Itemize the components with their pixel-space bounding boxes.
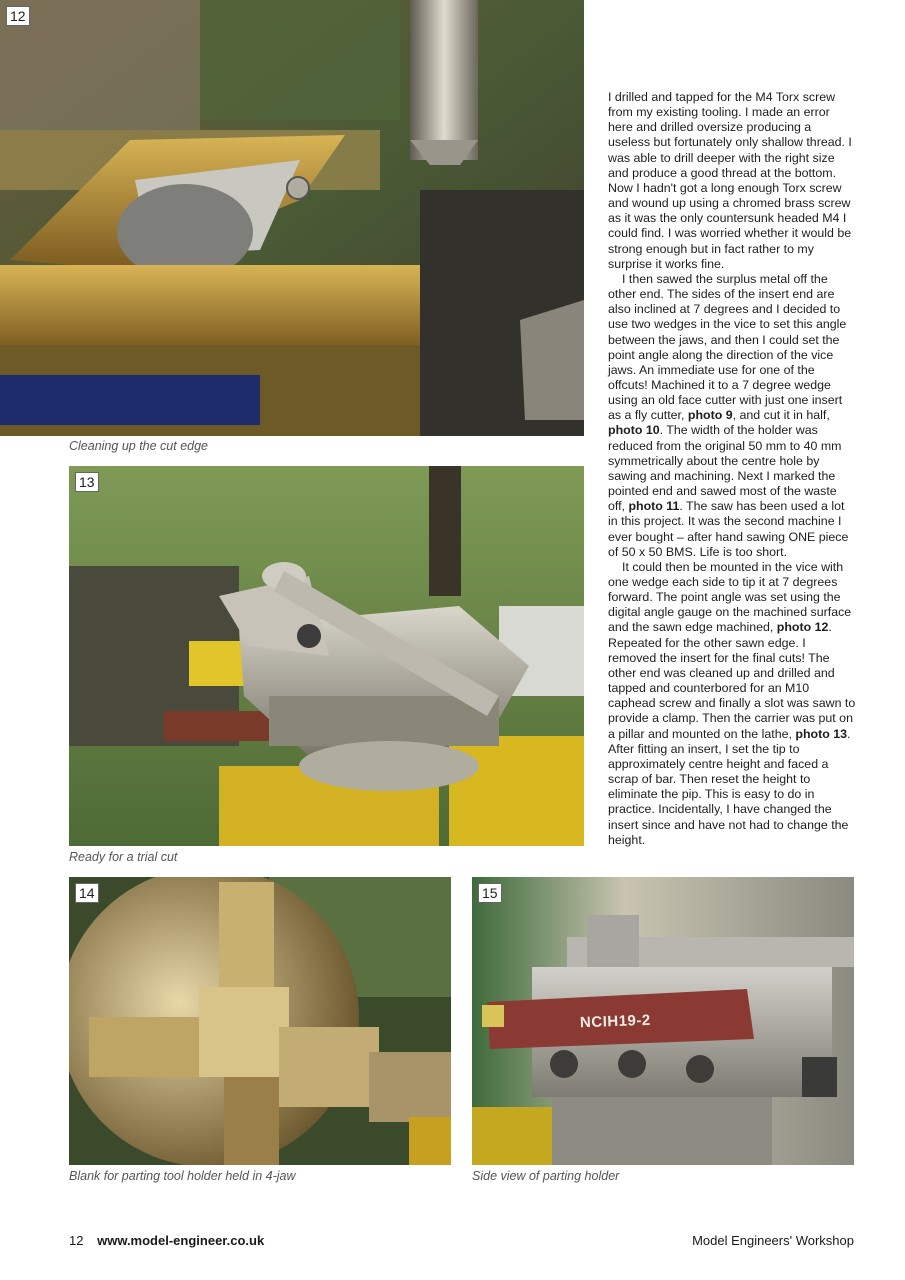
article-text: . The saw has been used a lot in this project. It was the second machine I ever bought – after hand sawing ONE piece of 50 x 50 BMS. Life is too short. <box>608 499 849 559</box>
article-text: , and cut it in half, <box>732 408 830 423</box>
photo-reference: photo 10 <box>608 423 660 438</box>
page-number: 12 <box>69 1233 84 1248</box>
photo-reference: photo 12 <box>776 620 829 635</box>
photo-reference: photo 13 <box>795 726 848 741</box>
photo-15-caption: Side view of parting holder <box>472 1169 620 1183</box>
article-text: I drilled and tapped for the M4 Torx screw from my existing tooling. I made an error here and drilled oversize producing a useless but fortunately only shallow thread. I was able to drill deeper with the right size and produce a good thread at the bottom. Now I hadn't got a long enough Torx screw and wound up using a chromed brass screw as it was the only countersunk headed M4 I could find. I was worried whether it would be strong enough but in fact rather to my surprise it works fine. <box>608 90 852 271</box>
photo-15-image <box>472 877 854 1165</box>
photo-15 <box>472 877 854 1165</box>
photo-14-caption: Blank for parting tool holder held in 4-jaw <box>69 1169 296 1183</box>
magazine-name: Model Engineers' Workshop <box>692 1233 854 1248</box>
photo-13-image <box>69 466 584 846</box>
footer-left <box>69 1233 264 1248</box>
photo-14-image <box>69 877 451 1165</box>
photo-reference: photo 11 <box>628 499 680 514</box>
photo-reference: photo 9 <box>687 408 733 423</box>
article-paragraph <box>608 272 856 560</box>
article-text: . After fitting an insert, I set the tip to approximately centre height and faced a scrap of bar. Then reset the height to eliminate the pip. This is easy to do in practice. Incidentally, I have changed the insert since and have not had to change the height. <box>608 726 851 847</box>
photo-15-number: 15 <box>478 883 502 903</box>
article-paragraph <box>608 560 856 848</box>
photo-14 <box>69 877 451 1165</box>
website-url[interactable]: www.model-engineer.co.uk <box>97 1233 265 1248</box>
article-text: . Repeated for the other sawn edge. I removed the insert for the final cuts! The other end was cleaned up and drilled and tapped and counterbored for an M10 caphead screw and finally a slot was sawn to provide a clamp. Then the carrier was put on a pillar and mounted on the lathe, <box>608 620 856 741</box>
photo-12-caption: Cleaning up the cut edge <box>69 439 208 453</box>
article-paragraph <box>608 90 856 272</box>
photo-12-image <box>0 0 584 436</box>
photo-13-number: 13 <box>75 472 99 492</box>
photo-13-caption: Ready for a trial cut <box>69 850 178 864</box>
article-text: I then sawed the surplus metal off the other end. The sides of the insert end are also inclined at 7 degrees and I decided to use two wedges in the vice to set this angle between the jaws, and then I could set the point angle along the direction of the vice jaws. An immediate use for one of the offcuts! Machined it to a 7 degree wedge using an old face cutter with just one insert as a fly cutter, <box>608 271 847 423</box>
photo-12 <box>0 0 584 436</box>
article-text: It could then be mounted in the vice with one wedge each side to tip it at 7 degrees forward. The point angle was set using the digital angle gauge on the machined surface and the sawn edge machined, <box>608 559 852 635</box>
photo-14-number: 14 <box>75 883 99 903</box>
article-text: . The width of the holder was reduced from the original 50 mm to 40 mm symmetrically about the centre hole by sawing and machining. Next I marked the pointed end and sawed most of the waste off, <box>608 423 842 514</box>
article-body <box>608 90 856 848</box>
parting-blade-label: NCIH19-2 <box>579 1011 651 1032</box>
photo-12-number: 12 <box>6 6 30 26</box>
photo-13 <box>69 466 584 846</box>
